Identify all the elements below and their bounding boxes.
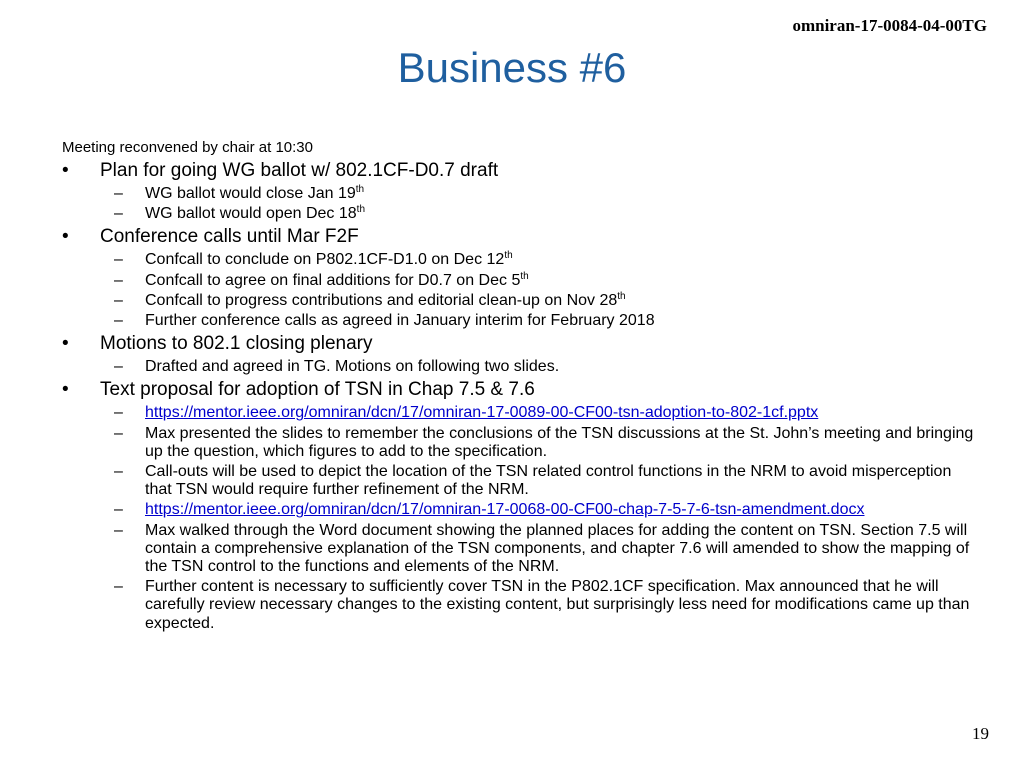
dash-icon: – xyxy=(114,404,123,422)
sub-item xyxy=(62,463,975,499)
bullet-item xyxy=(62,159,982,183)
sub-text: Further content is necessary to sufficiently cover TSN in the P802.1CF specification. Max announced that he will carefully review necessary changes to the existing content, but surprisingly less need for modifications came up than expected. xyxy=(145,578,970,632)
sub-item xyxy=(62,578,975,633)
bullet-item xyxy=(62,378,982,402)
dash-icon: – xyxy=(114,251,123,269)
dash-icon: – xyxy=(114,271,123,289)
dash-icon: – xyxy=(114,205,123,223)
bullet-text: Motions to 802.1 closing plenary xyxy=(100,333,373,355)
dash-icon: – xyxy=(114,185,123,202)
dash-icon: – xyxy=(114,463,123,481)
bullet-icon: • xyxy=(62,379,69,401)
dash-icon: – xyxy=(114,291,123,309)
intro-line: Meeting reconvened by chair at 10:30 xyxy=(62,139,313,156)
sub-text: WG ballot would open Dec 18 xyxy=(145,205,357,223)
sub-item xyxy=(62,205,975,223)
sub-text: Max walked through the Word document showing the planned places for adding the content on TSN. Section 7.5 will contain a comprehensive explanation of the TSN components, and chapter 7.6 will amended to show the mapping of the TSN control to the functions and elements of the NRM. xyxy=(145,521,970,576)
bullet-item xyxy=(62,332,982,356)
dash-icon: – xyxy=(114,358,123,376)
sub-item xyxy=(62,272,975,290)
sub-item xyxy=(62,425,975,461)
sub-item xyxy=(62,404,975,422)
bullet-text: Plan for going WG ballot w/ 802.1CF-D0.7 draft xyxy=(100,160,499,181)
bullet-item xyxy=(62,225,982,249)
slide-title: Business #6 xyxy=(397,44,627,91)
ordinal-suffix: th xyxy=(617,290,626,302)
sub-text: Further conference calls as agreed in January interim for February 2018 xyxy=(145,312,655,330)
bullet-icon: • xyxy=(62,333,69,355)
sub-text: WG ballot would close Jan 19 xyxy=(145,185,356,202)
sub-text: Confcall to conclude on P802.1CF-D1.0 on Dec 12 xyxy=(145,251,505,269)
ordinal-suffix: th xyxy=(504,250,513,262)
dash-icon: – xyxy=(114,578,123,596)
bullet-text: Text proposal for adoption of TSN in Chap 7.5 & 7.6 xyxy=(100,379,535,401)
sub-item xyxy=(62,501,975,519)
dash-icon: – xyxy=(114,501,123,519)
dash-icon: – xyxy=(114,424,123,442)
sub-item xyxy=(62,312,975,330)
sub-item xyxy=(62,185,975,203)
docx-link[interactable]: https://mentor.ieee.org/omniran/dcn/17/omniran-17-0068-00-CF00-chap-7-5-7-6-tsn-amendment.docx xyxy=(145,501,865,519)
sub-text: Drafted and agreed in TG. Motions on following two slides. xyxy=(145,358,560,376)
dash-icon: – xyxy=(114,312,123,330)
bullet-icon: • xyxy=(62,226,69,248)
document-id: omniran-17-0084-04-00TG xyxy=(792,16,987,35)
pptx-link[interactable]: https://mentor.ieee.org/omniran/dcn/17/omniran-17-0089-00-CF00-tsn-adoption-to-802-1cf.pptx xyxy=(145,404,819,422)
bullet-text: Conference calls until Mar F2F xyxy=(100,226,359,248)
sub-item xyxy=(62,251,975,269)
ordinal-suffix: th xyxy=(355,184,365,195)
ordinal-suffix: th xyxy=(520,270,529,282)
sub-text: Max presented the slides to remember the conclusions of the TSN discussions at the St. John’s meeting and bringing up the question, which figures to add to the specification. xyxy=(145,424,974,460)
ordinal-suffix: th xyxy=(356,204,366,216)
bullet-icon: • xyxy=(62,160,69,181)
sub-text: Confcall to progress contributions and editorial clean-up on Nov 28 xyxy=(145,291,618,309)
dash-icon: – xyxy=(114,521,123,539)
page-number: 19 xyxy=(972,724,989,743)
sub-text: Confcall to agree on final additions for D0.7 on Dec 5 xyxy=(145,271,521,289)
sub-item xyxy=(62,292,975,310)
sub-item xyxy=(62,522,975,577)
sub-item xyxy=(62,358,975,376)
slide-content xyxy=(62,138,982,635)
sub-text: Call-outs will be used to depict the location of the TSN related control functions in the NRM to avoid misperception that TSN would require further refinement of the NRM. xyxy=(145,463,952,499)
